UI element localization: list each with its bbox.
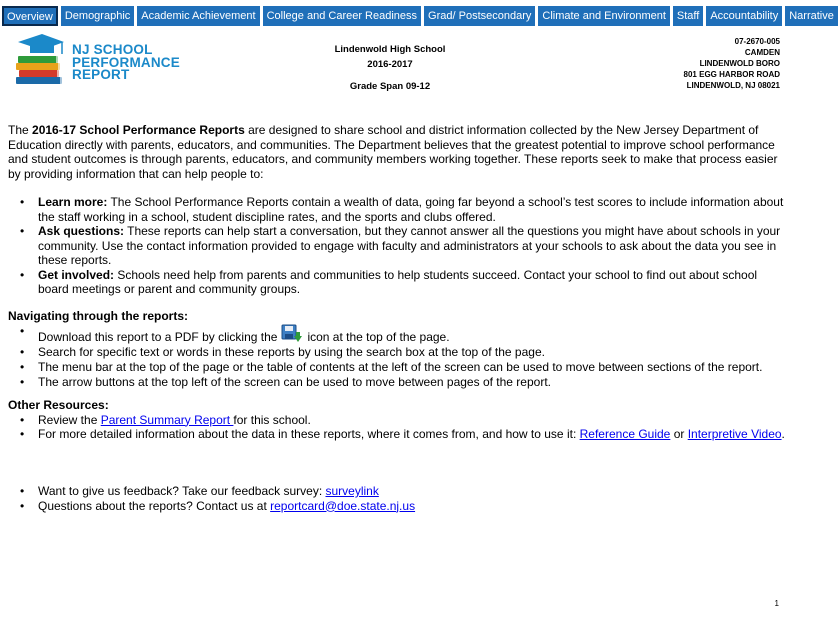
survey-link[interactable]: surveylink [325, 484, 379, 498]
grade-span: Grade Span 09-12 [349, 81, 431, 92]
bullet-title: Ask questions: [38, 224, 125, 238]
item-text: For more detailed information about the data in these reports, where it comes from, and how to use it: [38, 427, 580, 441]
item-text: Questions about the reports? Contact us at [38, 498, 271, 513]
page-number: 1 [774, 599, 779, 608]
item-text: Want to give us feedback? Take our feedback survey: [38, 484, 326, 498]
intro-text: are designed to share school and district information collected by the New Jersey Department of Education directly with parents, educators, and communities. The Department believes that the greatest potential to improve school performance and student outcomes is through parents, educators, and community members working together. These reports seek to make that process easier by providing information that can help people to: [8, 123, 778, 181]
school-name: Lindenwold High School [334, 44, 446, 55]
item-text: icon at the top of the page. [307, 330, 450, 344]
bullet-text: These reports can help start a conversation, but they cannot answer all the questions you might have about schools in your community. Use the contact information provided to engage with faculty and administrators at your schools to ask about the data you see in these reports. [38, 224, 781, 267]
logo-line-1: NJ SCHOOL [72, 42, 153, 57]
bullet-text: The School Performance Reports contain a wealth of data, going far beyond a school’s test scores to include information about the staff working in a school, student discipline rates, and the sports and clubs offered. [38, 195, 784, 224]
intro-paragraph [8, 123, 786, 181]
logo-line-3: REPORT [72, 67, 130, 82]
navigating-heading: Navigating through the reports: [8, 309, 188, 323]
tab-climate-environment[interactable]: Climate and Environment [538, 6, 670, 26]
list-item: • The menu bar at the top of the page or the table of contents at the left of the screen can be used to move between sections of the report. [8, 360, 786, 375]
school-year: 2016-2017 [367, 59, 413, 70]
contact-email-link[interactable]: reportcard@doe.state.nj.us [270, 498, 416, 513]
item-text: or [670, 427, 688, 441]
tab-demographic[interactable]: Demographic [61, 6, 134, 26]
list-item [8, 195, 786, 224]
reference-guide-link[interactable]: Reference Guide [579, 427, 671, 441]
city-state-zip: LINDENWOLD, NJ 08021 [686, 81, 780, 90]
logo-line-2: PERFORMANCE [72, 54, 180, 70]
list-item [8, 484, 786, 499]
bullet-title: Learn more: [38, 195, 108, 209]
item-text: Review the [38, 412, 101, 427]
interpretive-video-link[interactable]: Interpretive Video [687, 427, 782, 441]
tab-academic-achievement[interactable]: Academic Achievement [137, 6, 259, 26]
item-text: . [781, 427, 785, 441]
intro-prefix: The [8, 123, 33, 137]
bullet-title: Get involved: [38, 267, 115, 282]
list-item [8, 499, 786, 514]
bullet-text: Schools need help from parents and communities to help students succeed. Contact your school to find out about school board meetings or parent and community groups. [38, 267, 758, 296]
graduation-books-icon [12, 32, 68, 88]
parent-summary-link[interactable]: Parent Summary Report [100, 412, 234, 427]
list-item [8, 413, 786, 428]
tab-narrative[interactable]: Narrative [785, 6, 838, 26]
resources-section [8, 398, 786, 442]
nj-school-performance-logo [12, 32, 182, 88]
resources-heading: Other Resources: [8, 398, 109, 412]
save-pdf-icon[interactable] [281, 324, 303, 342]
list-item: • Search for specific text or words in these reports by using the search box at the top of the page. [8, 345, 786, 360]
navigating-section [8, 309, 786, 390]
list-item [8, 324, 786, 345]
tab-grad-postsecondary[interactable]: Grad/ Postsecondary [424, 6, 535, 26]
feedback-section [8, 484, 786, 513]
list-item [8, 268, 786, 297]
intro-bold: 2016-17 School Performance Reports [32, 123, 245, 137]
county: CAMDEN [744, 48, 780, 57]
list-item [8, 427, 786, 442]
purpose-list [8, 195, 786, 297]
list-item: • The arrow buttons at the top left of the screen can be used to move between pages of the report. [8, 375, 786, 390]
tab-accountability[interactable]: Accountability [706, 6, 782, 26]
school-address [684, 36, 780, 91]
item-text: for this school. [233, 412, 311, 427]
district: LINDENWOLD BORO [699, 59, 780, 68]
nav-bar [2, 6, 838, 26]
logo-text [72, 44, 180, 82]
tab-staff[interactable]: Staff [673, 6, 703, 26]
tab-college-career-readiness[interactable]: College and Career Readiness [263, 6, 421, 26]
list-item [8, 224, 786, 268]
school-code: 07-2670-005 [734, 37, 780, 46]
tab-overview[interactable]: Overview [2, 6, 58, 26]
street: 801 EGG HARBOR ROAD [683, 70, 780, 79]
item-text: Download this report to a PDF by clicking the [38, 330, 278, 344]
